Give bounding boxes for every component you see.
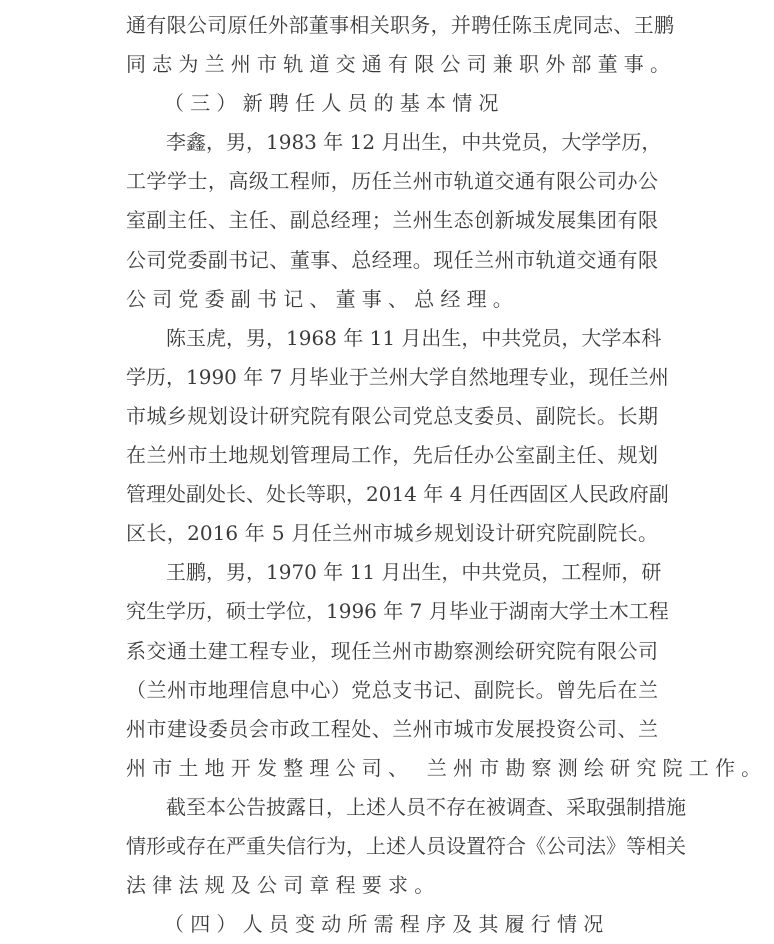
section-heading-4: （四）人员变动所需程序及其履行情况	[164, 912, 610, 937]
document-page	[126, 6, 768, 944]
text-line: 公司党委副书记、董事、总经理。现任兰州市轨道交通有限	[126, 247, 658, 272]
text-line: 管理处副处长、处长等职，2014 年 4 月任西固区人民政府副	[126, 482, 669, 507]
paragraph-start-chen-yuhu: 陈玉虎，男，1968 年 11 月出生，中共党员，大学本科	[166, 325, 662, 350]
text-line: 室副主任、主任、副总经理；兰州生态创新城发展集团有限	[126, 208, 658, 233]
paragraph-start-wang-peng: 王鹏，男，1970 年 11 月出生，中共党员，工程师，研	[166, 560, 662, 585]
text-line: 学历，1990 年 7 月毕业于兰州大学自然地理专业，现任兰州	[126, 364, 669, 389]
text-line: 系交通土建工程专业，现任兰州市勘察测绘研究院有限公司	[126, 638, 658, 663]
text-line: 公司党委副书记、董事、总经理。	[126, 286, 519, 311]
text-line: 工学学士，高级工程师，历任兰州市轨道交通有限公司办公	[126, 169, 658, 194]
text-line: 情形或存在严重失信行为，上述人员设置符合《公司法》等相关	[126, 833, 686, 858]
text-line: 法律法规及公司章程要求。	[126, 873, 441, 898]
text-line: 究生学历，硕士学位，1996 年 7 月毕业于湖南大学土木工程	[126, 599, 669, 624]
text-line: 州市土地开发整理公司、 兰州市勘察测绘研究院工作。	[126, 755, 768, 780]
text-line: 在兰州市土地规划管理局工作，先后任办公室副主任、规划	[126, 443, 658, 468]
text-line: 同志为兰州市轨道交通有限公司兼职外部董事。	[126, 52, 677, 77]
paragraph-start-disclosure: 截至本公告披露日，上述人员不存在被调查、采取强制措施	[166, 794, 686, 819]
text-line: 市城乡规划设计研究院有限公司党总支委员、副院长。长期	[126, 403, 658, 428]
text-line: 区长，2016 年 5 月任兰州市城乡规划设计研究院副院长。	[126, 521, 658, 546]
text-line: 通有限公司原任外部董事相关职务，并聘任陈玉虎同志、王鹏	[126, 13, 674, 37]
text-line: 州市建设委员会市政工程处、兰州市城市发展投资公司、兰	[126, 716, 658, 741]
paragraph-start-li-xin: 李鑫，男，1983 年 12 月出生，中共党员，大学学历，	[166, 130, 662, 155]
text-line: （兰州市地理信息中心）党总支书记、副院长。曾先后在兰	[126, 677, 658, 702]
section-heading-3: （三）新聘任人员的基本情况	[164, 91, 505, 116]
